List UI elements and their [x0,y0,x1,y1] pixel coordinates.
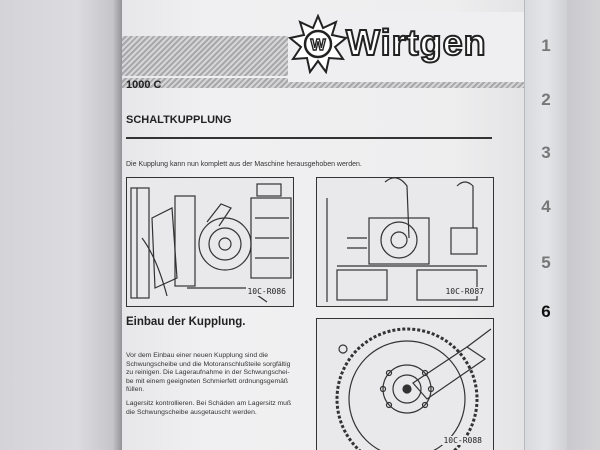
paragraph-line: be mit einem geeigneten Schmierfett ordnungsgemäß [126,377,289,385]
intro-text: Die Kupplung kann nun komplett aus der Maschine herausgehoben werden. [126,161,362,168]
figure-flywheel [316,318,494,450]
logo-area [288,12,528,82]
section-tab-6[interactable]: 6 [541,302,551,321]
paragraph-line: füllen. [126,386,145,394]
wirtgen-gear-w-logo-icon [288,14,348,74]
section-tab-3[interactable]: 3 [541,143,551,162]
paragraph-line: zu reinigen. Die Lageraufnahme in der Schwungschei- [126,369,290,377]
model-label: 1000 C [126,79,162,91]
section-title: SCHALTKUPPLUNG [126,114,232,126]
figure-clutch-lifted [316,177,494,307]
section-tab-4[interactable]: 4 [541,197,551,216]
section-tab-strip [524,0,567,450]
flywheel-illustration [317,319,493,450]
figure-label: 10C-R088 [443,436,482,445]
svg-text:W: W [310,37,326,54]
title-rule [126,137,492,139]
section-tab-1[interactable]: 1 [541,36,551,55]
left-page [0,0,128,450]
figure-label: 10C-R086 [247,287,286,296]
brand-logo-text: Wirtgen [346,22,487,63]
manual-page [122,0,534,450]
paragraph-line: die Schwungscheibe ausgetauscht werden. [126,408,257,416]
section-tab-5[interactable]: 5 [541,253,551,272]
subsection-title: Einbau der Kupplung. [126,316,246,328]
section-tab-2[interactable]: 2 [541,90,551,109]
figure-label: 10C-R087 [445,287,484,296]
installation-paragraph-2 [126,400,302,417]
paragraph-line: Schwungscheibe und die Motoranschlußteile sorgfältig [126,360,291,368]
paragraph-line: Vor dem Einbau einer neuen Kupplung sind die [126,352,269,359]
figure-clutch-removal [126,177,294,307]
installation-paragraph-1 [126,352,302,395]
paragraph-line: Lagersitz kontrollieren. Bei Schäden am Lagersitz muß [126,400,292,407]
